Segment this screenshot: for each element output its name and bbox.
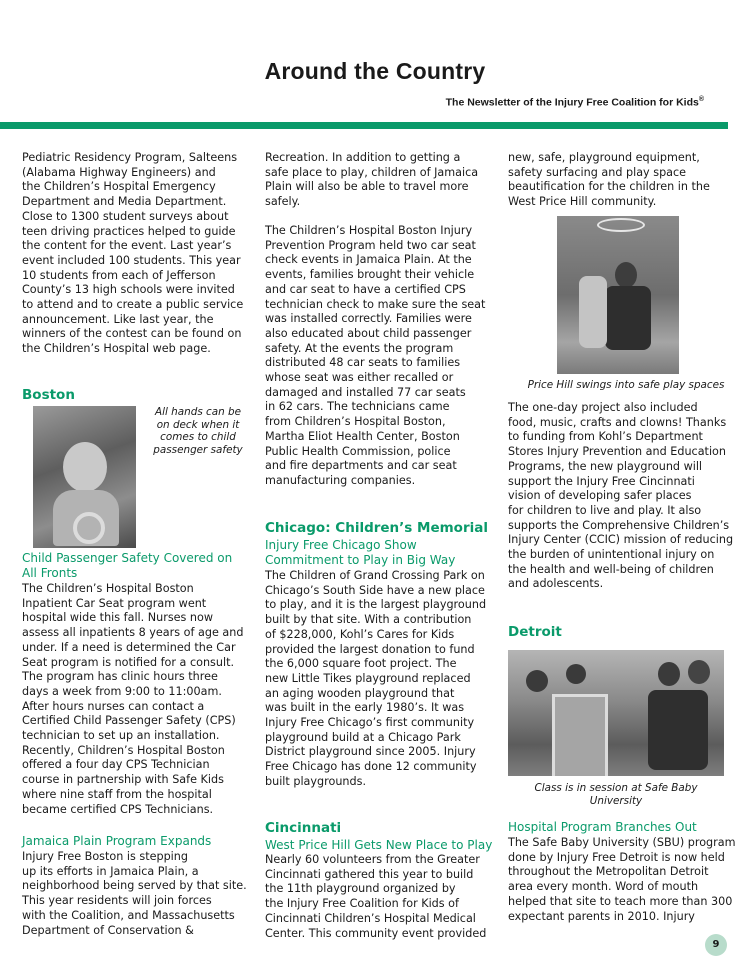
detroit-photo-caption: Class is in session at Safe Baby University bbox=[534, 782, 698, 807]
intro-paragraph: Pediatric Residency Program, Salteens (Alabama Highway Engineers) and the Children’s Hospital Emergency Department and Media Department. Close to 1300 student surveys about teen driving practices helped to guide the content for the event. Last year’s event included 100 students. This year 10 students from each of Jefferson County’s 13 high schools were invited to attend and to create a public service announcement. Like last year, the winners of the contest can be found on the Children’s Hospital web page. bbox=[22, 151, 244, 356]
chicago-subheading: Injury Free Chicago Show Commitment to Play in Big Way bbox=[265, 538, 456, 567]
baby-car-seat-photo bbox=[33, 406, 136, 548]
cps-heading: Child Passenger Safety Covered on All Fronts bbox=[22, 551, 233, 580]
swing-photo-caption: Price Hill swings into safe play spaces bbox=[527, 379, 725, 391]
page-number-badge: 9 bbox=[705, 934, 727, 956]
boston-photo-caption: All hands can be on deck when it comes to child passenger safety bbox=[153, 406, 243, 456]
car-seat-events-paragraph: The Children’s Hospital Boston Injury Prevention Program held two car seat check events in Jamaica Plain. At the events, families brought their vehicle and car seat to have a certified CPS technician check to make sure the seat was installed correctly. Families were also educated about child passenger safety. At the events the program distributed 48 car seats to families whose seat was either recalled or damaged and installed 77 car seats in 62 cars. The technicians came from Children’s Hospital Boston, Martha Eliot Health Center, Boston Public Health Commission, police and fire departments and car seat manufacturing companies. bbox=[265, 224, 486, 487]
swing-photo bbox=[557, 216, 679, 374]
detroit-heading: Detroit bbox=[508, 624, 562, 640]
page-title: Around the Country bbox=[264, 58, 486, 84]
registered-mark: ® bbox=[698, 96, 704, 103]
boston-heading: Boston bbox=[22, 387, 75, 403]
header-divider bbox=[0, 122, 728, 129]
jamaica-plain-paragraph: Injury Free Boston is stepping up its efforts in Jamaica Plain, a neighborhood being served by that site. This year residents will join forces with the Coalition, and Massachusetts Department of Conservation & bbox=[22, 850, 247, 937]
subtitle-text: The Newsletter of the Injury Free Coalition for Kids bbox=[445, 96, 699, 109]
jamaica-plain-heading: Jamaica Plain Program Expands bbox=[22, 834, 212, 848]
newsletter-subtitle bbox=[446, 96, 704, 109]
cincinnati-continued: new, safe, playground equipment, safety surfacing and play space beautification for the children in the West Price Hill community. bbox=[508, 151, 710, 209]
one-day-project-paragraph: The one-day project also included food, music, crafts and clowns! Thanks to funding from Kohl’s Department Stores Injury Prevention and Education Programs, the new playground will support the Injury Free Cincinnati vision of developing safer places for children to live and play. It also supports the Comprehensive Children’s Injury Center (CCIC) mission of reducing the burden of unintentional injury on the health and well-being of children and adolescents. bbox=[508, 401, 734, 591]
safe-baby-university-photo bbox=[508, 650, 724, 776]
cincinnati-heading: Cincinnati bbox=[265, 820, 342, 836]
hospital-program-heading: Hospital Program Branches Out bbox=[508, 820, 697, 834]
cincinnati-paragraph: Nearly 60 volunteers from the Greater Cincinnati gathered this year to build the 11th playground organized by the Injury Free Coalition for Kids of Cincinnati Children’s Hospital Medical Center. This community event provided bbox=[265, 853, 487, 940]
cincinnati-subheading: West Price Hill Gets New Place to Play bbox=[265, 838, 493, 852]
hospital-program-paragraph: The Safe Baby University (SBU) program done by Injury Free Detroit is now held throughout the Metropolitan Detroit area every month. Word of mouth helped that site to teach more than 300 expectant parents in 2010. Injury bbox=[508, 836, 736, 923]
jamaica-plain-continued: Recreation. In addition to getting a safe place to play, children of Jamaica Plain will also be able to travel more safely. bbox=[265, 151, 479, 209]
chicago-heading: Chicago: Children’s Memorial bbox=[265, 520, 488, 536]
cps-paragraph: The Children’s Hospital Boston Inpatient Car Seat program went hospital wide this fall. Nurses now assess all inpatients 8 years of age and under. If a need is determined the Car Seat program is notified for a consult. The program has clinic hours three days a week from 9:00 to 11:00am. After hours nurses can contact a Certified Child Passenger Safety (CPS) technician to set up an installation. Recently, Children’s Hospital Boston offered a four day CPS Technician course in partnership with Safe Kids where nine staff from the hospital became certified CPS Technicians. bbox=[22, 582, 244, 816]
chicago-paragraph: The Children of Grand Crossing Park on Chicago’s South Side have a new place to play, and it is the largest playground built by that site. With a contribution of $228,000, Kohl’s Cares for Kids provided the largest donation to fund the 6,000 square foot project. The new Little Tikes playground replaced an aging wooden playground that was built in the early 1980’s. It was Injury Free Chicago’s first community playground build at a Chicago Park District playground since 2005. Injury Free Chicago has done 12 community built playgrounds. bbox=[265, 569, 487, 788]
